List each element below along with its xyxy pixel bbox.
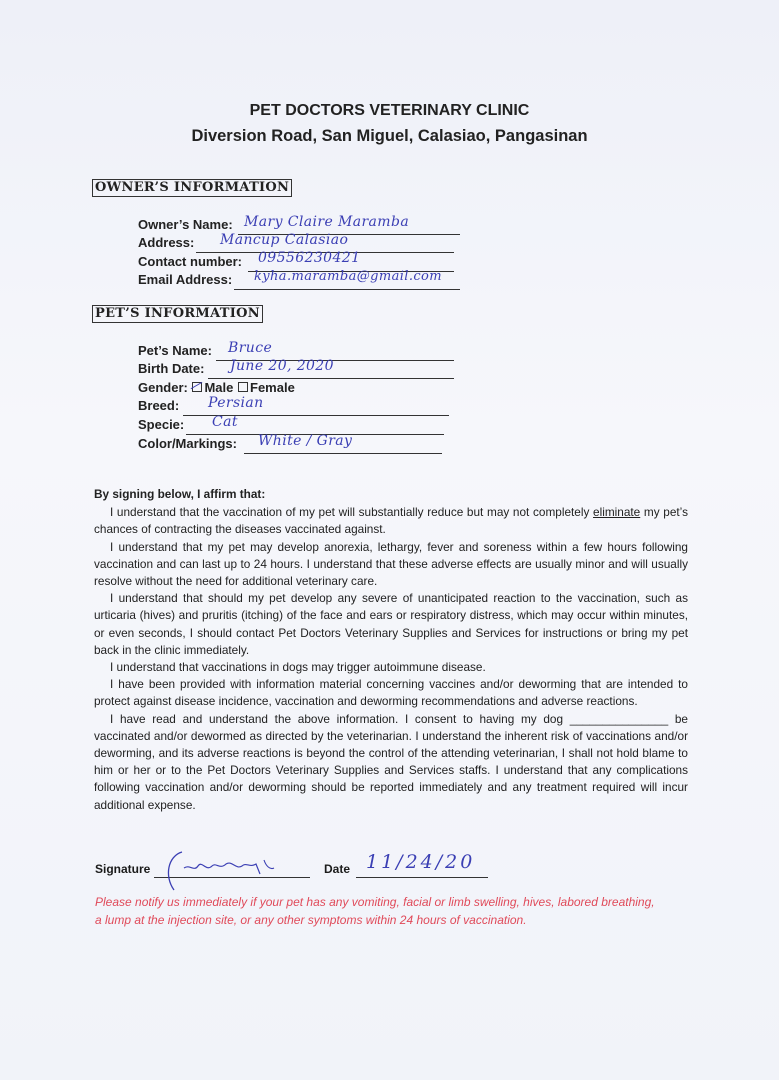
consent-paragraph-5: I have been provided with information material concerning vaccines and/or deworming that are intended to protect against disease incidence, vaccination and deworming recommendations and adverse reactions. xyxy=(94,677,688,709)
signature-label: Signature xyxy=(95,862,151,876)
consent-lead: By signing below, I affirm that: xyxy=(94,487,266,501)
owner-email-label: Email Address: xyxy=(138,272,233,287)
consent-paragraph-1: I understand that the vaccination of my pet will substantially reduce but may not completely eliminate my pet’s chances of contracting the diseases vaccinated against. xyxy=(94,505,688,537)
owner-section-title: OWNER’S INFORMATION xyxy=(92,179,292,197)
pet-birth-label: Birth Date: xyxy=(138,361,205,376)
pet-birth-value: June 20, 2020 xyxy=(230,358,334,374)
owner-email-value: kyha.maramba@gmail.com xyxy=(254,269,443,284)
owner-contact-label: Contact number: xyxy=(138,254,242,269)
gender-male-checkbox[interactable] xyxy=(192,382,202,392)
pet-name-value: Bruce xyxy=(228,340,273,356)
clinic-name: PET DOCTORS VETERINARY CLINIC xyxy=(249,102,530,119)
vaccination-notice: Please notify us immediately if your pet has any vomiting, facial or limb swelling, hives, labored breathing, a lump at the injection site, or any other symptoms within 24 hours of vaccination. xyxy=(95,895,655,927)
pet-color-value: White / Gray xyxy=(258,433,353,449)
pet-color-label: Color/Markings: xyxy=(138,436,237,451)
gender-male-label: Male xyxy=(204,380,234,395)
gender-female-checkbox[interactable] xyxy=(238,382,248,392)
consent-paragraph-6: I have read and understand the above information. I consent to having my dog _______________ be vaccinated and/or dewormed as directed by the veterinarian. I understand the inherent risk of vaccinations and/or deworming, and its adverse reactions is beyond the control of the attending veterinarian, I shall not hold blame to him or her or to the Pet Doctors Veterinary Supplies and Services staffs. I understand that any complications following vaccination and/or deworming should be reported immediately and any treatment required will incur additional expense. xyxy=(94,711,688,812)
consent-paragraph-3: I understand that should my pet develop any severe of unanticipated reaction to the vaccination, such as urticaria (hives) and pruritis (itching) of the face and ears or respiratory distress, which may occur within minutes, or even seconds, I should contact Pet Doctors Veterinary Supplies and Services for instructions or bring my pet back in the clinic immediately. xyxy=(94,591,688,657)
pet-gender-label: Gender: xyxy=(138,380,188,395)
pet-section-title: PET’S INFORMATION xyxy=(92,305,263,323)
signature-drawing xyxy=(160,846,290,896)
date-value: 11/24/20 xyxy=(366,851,476,873)
pet-name-label: Pet’s Name: xyxy=(138,343,212,358)
owner-address-label: Address: xyxy=(138,235,195,250)
pet-specie-value: Cat xyxy=(212,414,238,430)
consent-paragraph-4: I understand that vaccinations in dogs may trigger autoimmune disease. xyxy=(110,660,486,675)
pet-breed-label: Breed: xyxy=(138,398,180,413)
consent-paragraph-2: I understand that my pet may develop anorexia, lethargy, fever and soreness within a few hours following vaccination and can last up to 24 hours. I understand that these adverse effects are usually minor and will usually resolve without the need for additional veterinary care. xyxy=(94,539,688,589)
pet-breed-value: Persian xyxy=(208,395,264,411)
gender-female-label: Female xyxy=(250,380,295,395)
date-label: Date xyxy=(324,862,351,876)
owner-name-label: Owner’s Name: xyxy=(138,217,233,232)
owner-address-value: Mancup Calasiao xyxy=(220,232,349,248)
consent-text xyxy=(94,486,688,814)
clinic-address: Diversion Road, San Miguel, Calasiao, Pangasinan xyxy=(191,127,588,145)
owner-contact-value: 09556230421 xyxy=(258,250,361,266)
pet-specie-label: Specie: xyxy=(138,417,185,432)
owner-name-value: Mary Claire Maramba xyxy=(244,214,410,230)
